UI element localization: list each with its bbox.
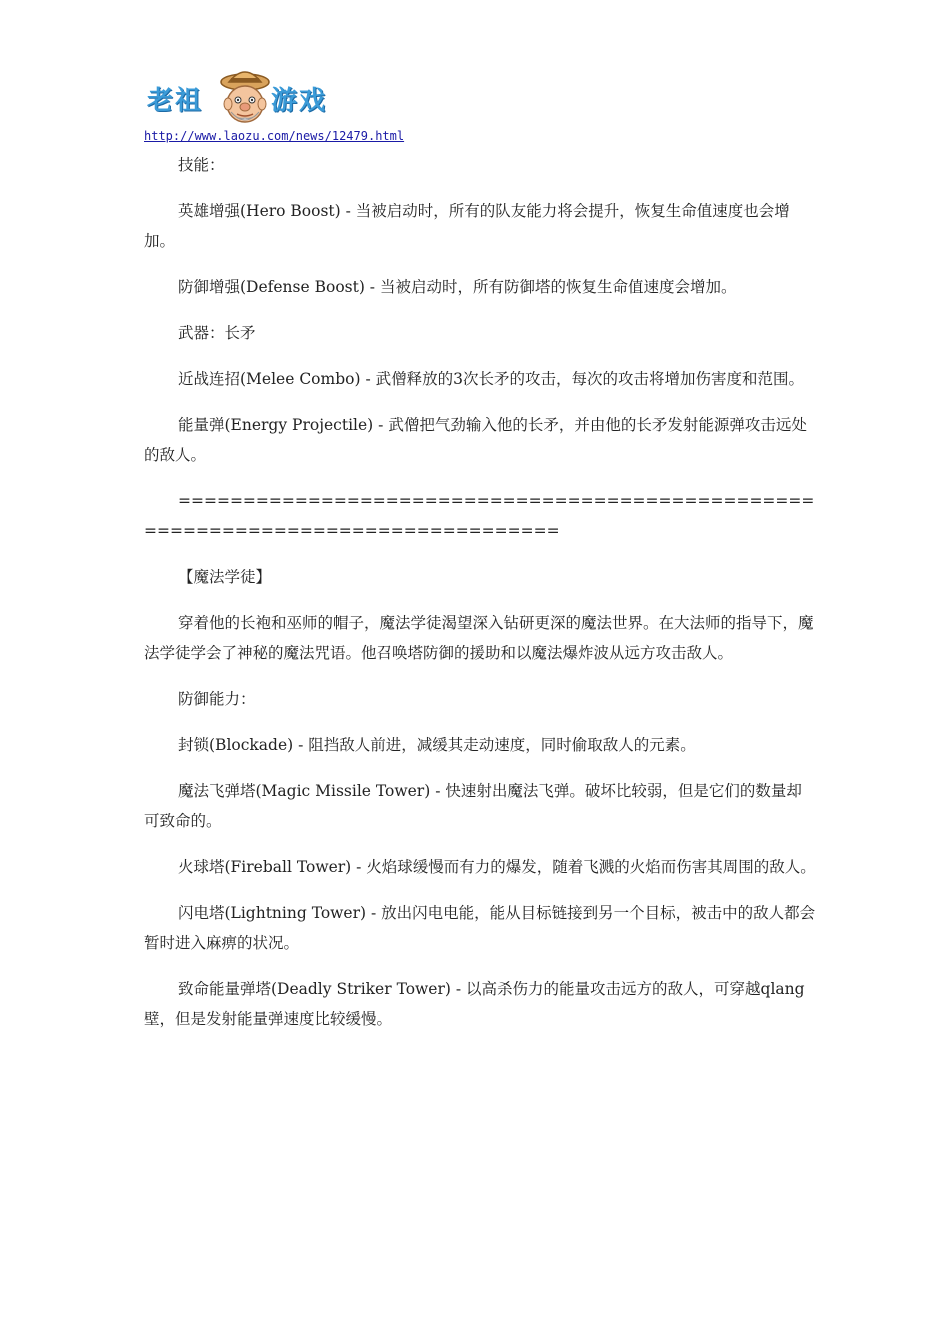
paragraph: 魔法飞弹塔(Magic Missile Tower) - 快速射出魔法飞弹。破坏比较弱，但是它们的数量却可致命的。 [144, 782, 802, 830]
paragraph: 封锁(Blockade) - 阻挡敌人前进，减缓其走动速度，同时偷取敌人的元素。 [178, 736, 696, 754]
paragraph: 武器：长矛 [178, 324, 256, 342]
mascot-logo-icon [215, 68, 275, 130]
article-url-link[interactable]: http://www.laozu.com/news/12479.html [144, 129, 405, 143]
paragraph: 闪电塔(Lightning Tower) - 放出闪电电能，能从目标链接到另一个目标，被击中的敌人都会暂时进入麻痹的状况。 [144, 904, 816, 952]
logo-text-left: 老祖 [147, 86, 204, 116]
paragraph: 防御增强(Defense Boost) - 当被启动时，所有防御塔的恢复生命值速度会增加。 [178, 278, 737, 296]
paragraph: 火球塔(Fireball Tower) - 火焰球缓慢而有力的爆发，随着飞溅的火焰而伤害其周围的敌人。 [178, 858, 816, 876]
paragraph: 英雄增强(Hero Boost) - 当被启动时，所有的队友能力将会提升，恢复生命值速度也会增加。 [144, 202, 790, 250]
article-body [144, 150, 816, 1050]
paragraph: 防御能力： [178, 690, 256, 708]
separator-line: ================================================================================= [144, 492, 815, 540]
logo-text-right: 游戏 [271, 86, 328, 116]
paragraph: 近战连招(Melee Combo) - 武僧释放的3次长矛的攻击，每次的攻击将增加伤害度和范围。 [178, 370, 804, 388]
paragraph: 能量弹(Energy Projectile) - 武僧把气劲输入他的长矛，并由他的长矛发射能源弹攻击远处的敌人。 [144, 416, 807, 464]
paragraph: 致命能量弹塔(Deadly Striker Tower) - 以高杀伤力的能量攻击远方的敌人，可穿越qlang壁，但是发射能量弹速度比较缓慢。 [144, 980, 805, 1028]
paragraph: 技能： [178, 156, 225, 174]
paragraph: 穿着他的长袍和巫师的帽子，魔法学徒渴望深入钻研更深的魔法世界。在大法师的指导下，魔法学徒学会了神秘的魔法咒语。他召唤塔防御的援助和以魔法爆炸波从远方攻击敌人。 [144, 614, 814, 662]
section-heading: 【魔法学徒】 [178, 568, 272, 586]
site-logo [143, 68, 463, 130]
